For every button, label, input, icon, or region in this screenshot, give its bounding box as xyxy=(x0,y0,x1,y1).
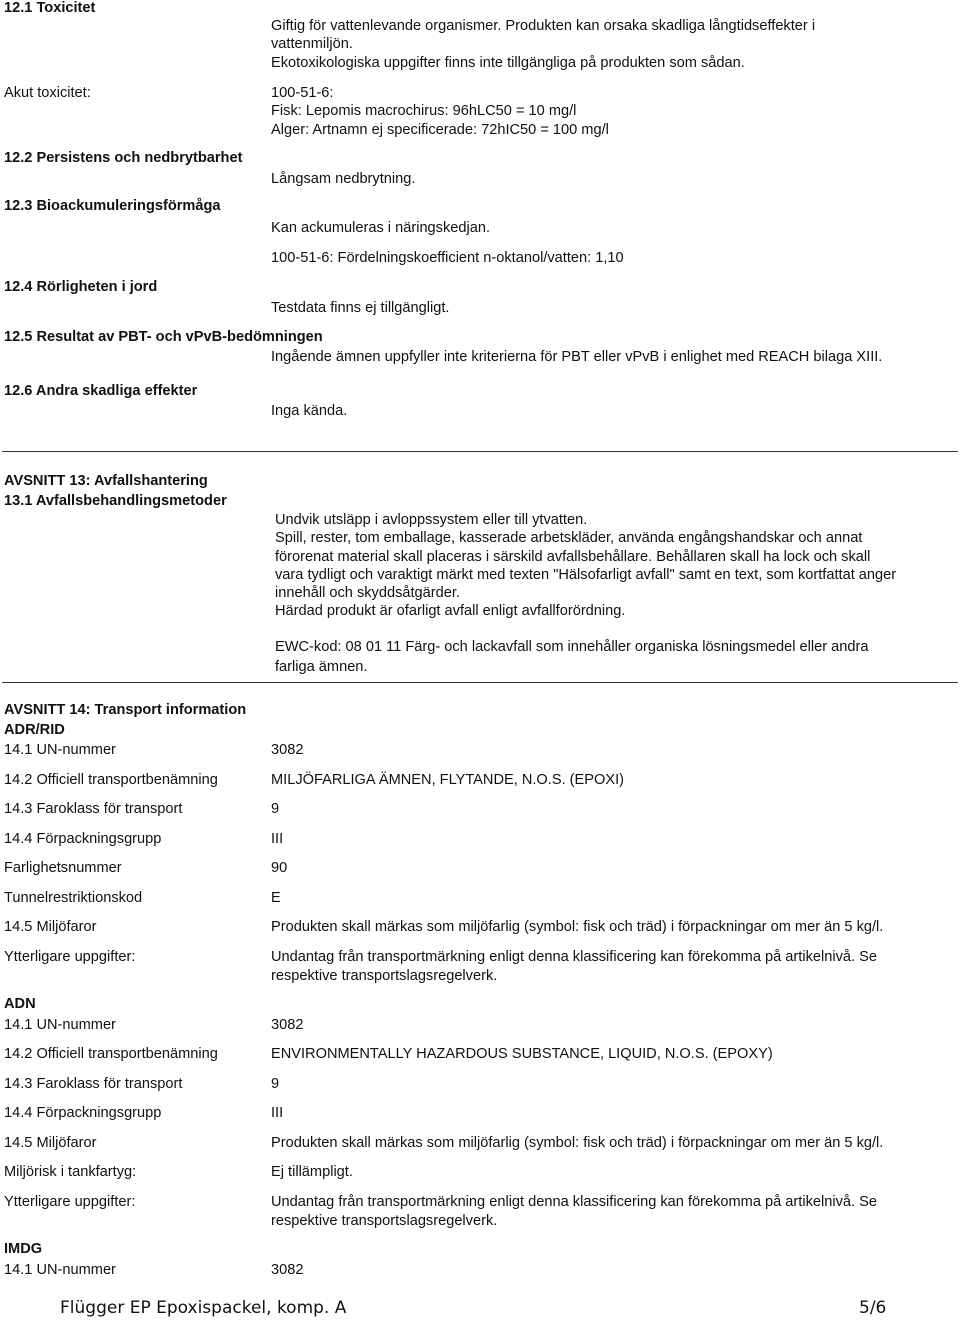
section-13-title: AVSNITT 13: Avfallshantering xyxy=(4,473,208,489)
adr-row-label: 14.3 Faroklass för transport xyxy=(4,801,183,817)
bioaccumulation-coefficient-text: 100-51-6: Fördelningskoefficient n-oktanol/vatten: 1,10 xyxy=(271,250,624,266)
waste-text-line: Spill, rester, tom emballage, kasserade arbetskläder, använda engångshandskar och annat xyxy=(275,530,863,546)
mobility-text: Testdata finns ej tillgängligt. xyxy=(271,300,450,316)
acute-toxicity-label: Akut toxicitet: xyxy=(4,85,91,101)
acute-toxicity-line: Alger: Artnamn ej specificerade: 72hIC50 = 100 mg/l xyxy=(271,122,609,138)
ewc-code-line: EWC-kod: 08 01 11 Färg- och lackavfall som innehåller organiska lösningsmedel eller andra xyxy=(275,639,869,655)
adr-row-value: 3082 xyxy=(271,742,304,758)
adn-row-label: 14.1 UN-nummer xyxy=(4,1017,116,1033)
toxicity-text-line: Giftig för vattenlevande organismer. Produkten kan orsaka skadliga långtidseffekter i xyxy=(271,18,816,34)
section-divider xyxy=(2,682,958,683)
waste-text-line: förorenat material skall placeras i särskild avfallsbehållare. Behållaren skall ha lock och skall xyxy=(275,549,871,565)
adr-row-label: Tunnelrestriktionskod xyxy=(4,890,143,906)
adn-row-value: ENVIRONMENTALLY HAZARDOUS SUBSTANCE, LIQUID, N.O.S. (EPOXY) xyxy=(271,1046,773,1062)
pbt-text: Ingående ämnen uppfyller inte kriterierna för PBT eller vPvB i enlighet med REACH bilaga XIII. xyxy=(271,349,883,365)
adr-row-value: MILJÖFARLIGA ÄMNEN, FLYTANDE, N.O.S. (EPOXI) xyxy=(271,772,625,788)
adn-row-label: 14.5 Miljöfaror xyxy=(4,1135,97,1151)
adr-row-label: Farlighetsnummer xyxy=(4,860,122,876)
adn-row-value: 3082 xyxy=(271,1017,304,1033)
waste-text-line: Härdad produkt är ofarligt avfall enligt avfallforördning. xyxy=(275,603,626,619)
adr-row-label: Ytterligare uppgifter: xyxy=(4,949,136,965)
imdg-row-value: 3082 xyxy=(271,1262,304,1278)
adr-row-value: III xyxy=(271,831,284,847)
adn-row-value: Undantag från transportmärkning enligt denna klassificering kan förekomma på artikelnivå. Se xyxy=(271,1194,877,1210)
adn-row-label: 14.4 Förpackningsgrupp xyxy=(4,1105,162,1121)
footer-page-number: 5/6 xyxy=(859,1298,887,1318)
adr-rid-heading: ADR/RID xyxy=(4,722,65,738)
adn-row-value-continued: respektive transportslagsregelverk. xyxy=(271,1213,498,1229)
section-12-5-heading: 12.5 Resultat av PBT- och vPvB-bedömningen xyxy=(4,329,323,345)
section-12-2-heading: 12.2 Persistens och nedbrytbarhet xyxy=(4,150,243,166)
adn-row-label: Miljörisk i tankfartyg: xyxy=(4,1164,137,1180)
adr-row-label: 14.2 Officiell transportbenämning xyxy=(4,772,218,788)
adn-row-label: 14.2 Officiell transportbenämning xyxy=(4,1046,218,1062)
waste-text-line: vara tydligt och varaktigt märkt med texten "Hälsofarligt avfall" samt en text, som kortfattat anger xyxy=(275,567,897,583)
section-12-4-heading: 12.4 Rörligheten i jord xyxy=(4,279,158,295)
footer-product-name: Flügger EP Epoxispackel, komp. A xyxy=(60,1298,347,1318)
adr-row-value: 9 xyxy=(271,801,280,817)
adn-row-value: Produkten skall märkas som miljöfarlig (symbol: fisk och träd) i förpackningar om mer än 5 kg/l. xyxy=(271,1135,884,1151)
section-divider xyxy=(2,451,958,452)
adr-row-label: 14.4 Förpackningsgrupp xyxy=(4,831,162,847)
imdg-heading: IMDG xyxy=(4,1241,43,1257)
adr-row-label: 14.5 Miljöfaror xyxy=(4,919,97,935)
adn-heading: ADN xyxy=(4,996,36,1012)
adn-row-label: 14.3 Faroklass för transport xyxy=(4,1076,183,1092)
toxicity-text-line: vattenmiljön. xyxy=(271,36,353,52)
bioaccumulation-text: Kan ackumuleras i näringskedjan. xyxy=(271,220,491,236)
section-12-3-heading: 12.3 Bioackumuleringsförmåga xyxy=(4,198,221,214)
adn-row-value: 9 xyxy=(271,1076,280,1092)
adr-row-value: 90 xyxy=(271,860,288,876)
toxicity-text-line: Ekotoxikologiska uppgifter finns inte tillgängliga på produkten som sådan. xyxy=(271,55,745,71)
other-effects-text: Inga kända. xyxy=(271,403,348,419)
adr-row-value: E xyxy=(271,890,281,906)
adr-row-value: Produkten skall märkas som miljöfarlig (symbol: fisk och träd) i förpackningar om mer än 5 kg/l. xyxy=(271,919,884,935)
ewc-code-line: farliga ämnen. xyxy=(275,659,368,675)
adr-row-value: Undantag från transportmärkning enligt denna klassificering kan förekomma på artikelnivå. Se xyxy=(271,949,877,965)
section-12-6-heading: 12.6 Andra skadliga effekter xyxy=(4,383,198,399)
adn-row-value: III xyxy=(271,1105,284,1121)
adr-row-label: 14.1 UN-nummer xyxy=(4,742,116,758)
section-12-1-heading: 12.1 Toxicitet xyxy=(4,0,96,16)
acute-toxicity-line: 100-51-6: xyxy=(271,85,334,101)
adn-row-value: Ej tillämpligt. xyxy=(271,1164,353,1180)
waste-text-line: Undvik utsläpp i avloppssystem eller till ytvatten. xyxy=(275,512,588,528)
adn-row-label: Ytterligare uppgifter: xyxy=(4,1194,136,1210)
section-13-1-heading: 13.1 Avfallsbehandlingsmetoder xyxy=(4,493,227,509)
imdg-row-label: 14.1 UN-nummer xyxy=(4,1262,116,1278)
waste-text-line: innehåll och skyddsåtgärder. xyxy=(275,585,460,601)
section-14-title: AVSNITT 14: Transport information xyxy=(4,702,247,718)
acute-toxicity-line: Fisk: Lepomis macrochirus: 96hLC50 = 10 mg/l xyxy=(271,103,577,119)
persistence-text: Långsam nedbrytning. xyxy=(271,171,416,187)
adr-row-value-continued: respektive transportslagsregelverk. xyxy=(271,968,498,984)
